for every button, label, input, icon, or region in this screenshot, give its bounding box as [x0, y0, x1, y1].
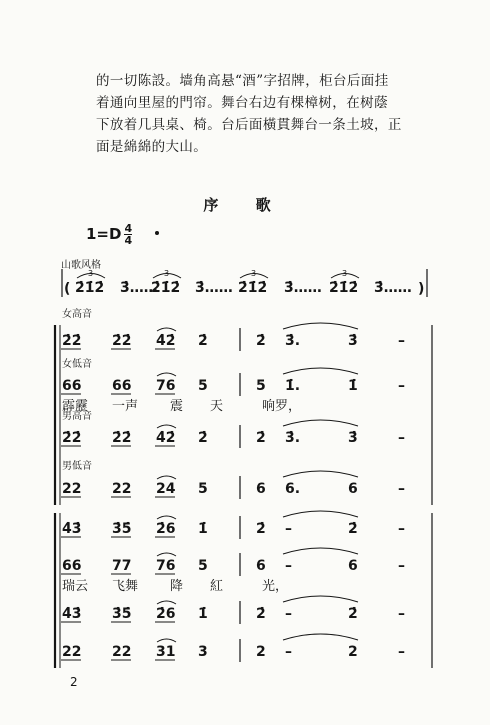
note: 6: [348, 558, 358, 574]
note: 6.: [285, 481, 301, 497]
note-slur: [157, 425, 176, 428]
lyric-text: 霹靂: [62, 399, 89, 414]
lyric-text: 紅: [210, 579, 224, 594]
style-label: 山歌风格: [61, 260, 101, 271]
part-label: 男低音: [62, 461, 92, 472]
intro-note: 3̇……: [284, 280, 322, 296]
note: 76: [156, 378, 176, 394]
prose-line: 着通向里屋的門帘。舞台右边有棵樟树，在树蔭: [96, 95, 388, 111]
part-label: 女低音: [62, 359, 92, 370]
note: 5: [198, 481, 208, 497]
intro-note: 2̇1̇2̇: [151, 280, 181, 296]
note: 2̇: [256, 521, 266, 537]
note: 5: [256, 378, 266, 394]
note: 76: [156, 558, 176, 574]
lyric-text: 天: [210, 399, 224, 414]
intro-paren: ): [418, 281, 425, 297]
note-slur: [157, 601, 176, 604]
note: 22: [112, 481, 132, 497]
note: 2̇6: [156, 606, 176, 622]
tie-slur: [283, 368, 358, 374]
note: –: [398, 430, 405, 446]
note: 77: [112, 558, 132, 574]
note: 22: [62, 644, 82, 660]
note: 2̇: [256, 606, 266, 622]
intro-note: 3̇……: [120, 280, 158, 296]
note: 1̇: [348, 378, 358, 394]
note: 6: [348, 481, 358, 497]
note: 5: [198, 558, 208, 574]
note: 3̇5̇: [112, 521, 132, 537]
note: 2̇2̇: [62, 430, 82, 446]
note: 5: [198, 378, 208, 394]
tie-slur: [283, 323, 358, 329]
prose-line: 的一切陈設。墙角高悬“酒”字招牌，柜台后面挂: [96, 73, 389, 89]
part-label: 女高音: [62, 309, 92, 320]
note: 2̇2̇: [62, 333, 82, 349]
note: –: [398, 558, 405, 574]
intro-note: 2̇1̇2̇: [75, 280, 105, 296]
time-numerator: 4: [124, 222, 133, 235]
note: 66: [112, 378, 132, 394]
tie-slur: [283, 420, 358, 426]
triplet-mark: 3: [88, 269, 94, 278]
note: 3̇5̇: [112, 606, 132, 622]
lyric-text: 瑞云: [62, 579, 89, 594]
note: –: [398, 481, 405, 497]
note: 2̇2̇: [112, 430, 132, 446]
lyric-text: 震: [170, 399, 184, 414]
note: 2̇2̇: [112, 333, 132, 349]
note: –: [398, 378, 405, 394]
tie-slur: [283, 511, 358, 517]
note-slur: [157, 639, 176, 642]
tie-slur: [283, 471, 358, 477]
note: 3̇.: [285, 333, 301, 349]
lyric-text: 一声: [112, 399, 139, 414]
note: 6: [256, 481, 266, 497]
intro-note: 3̇……: [195, 280, 233, 296]
note: 2̇: [348, 606, 358, 622]
note: 2̇: [198, 333, 208, 349]
note: –: [398, 521, 405, 537]
note: 66: [62, 558, 82, 574]
prose-line: 下放着几具桌、椅。台后面橫貫舞台一条土坡，正: [96, 117, 402, 133]
note-slur: [157, 516, 176, 519]
intro-paren: (: [64, 281, 71, 297]
note: 2̇: [256, 430, 266, 446]
note: 1̇.: [285, 378, 301, 394]
note-slur: [157, 553, 176, 556]
note: 4̇2̇: [156, 333, 176, 349]
page-number: 2: [70, 675, 78, 689]
note: –: [398, 606, 405, 622]
note: 24: [156, 481, 176, 497]
note: 2̇: [348, 521, 358, 537]
note-slur: [157, 373, 176, 376]
lyric-text: 飞舞: [112, 579, 139, 594]
triplet-mark: 3: [251, 269, 257, 278]
triplet-mark: 3: [164, 269, 170, 278]
note-slur: [157, 328, 176, 331]
note: 2: [256, 644, 266, 660]
note: 22: [62, 481, 82, 497]
note: 31: [156, 644, 176, 660]
time-denominator: 4: [124, 234, 133, 247]
lyric-text: 降: [170, 579, 184, 594]
note: 22: [112, 644, 132, 660]
note: 1̇: [198, 521, 208, 537]
part-label: 男高音: [62, 411, 92, 422]
note: –: [285, 521, 292, 537]
note: 4̇3̇: [62, 521, 82, 537]
note: 2̇: [256, 333, 266, 349]
note: 4̇3̇: [62, 606, 82, 622]
key-label: 1=D: [86, 225, 122, 243]
note: 66: [62, 378, 82, 394]
tie-slur: [283, 634, 358, 640]
tie-slur: [283, 596, 358, 602]
note: –: [398, 333, 405, 349]
note: 4̇2̇: [156, 430, 176, 446]
lyric-text: 响罗，: [262, 399, 302, 414]
note: 2̇: [198, 430, 208, 446]
tie-slur: [283, 548, 358, 554]
lyric-text: 光，: [262, 579, 289, 594]
note: 3̇.: [285, 430, 301, 446]
intro-note: 3̇……: [374, 280, 412, 296]
prose-line: 面是綿綿的大山。: [96, 139, 208, 155]
note: 2: [348, 644, 358, 660]
note-slur: [157, 476, 176, 479]
note: –: [285, 558, 292, 574]
intro-note: 2̇1̇2̇: [329, 280, 359, 296]
note: –: [285, 606, 292, 622]
song-title: 序 歌: [203, 196, 287, 214]
note: 1̇: [198, 606, 208, 622]
note: 3: [198, 644, 208, 660]
note: 3̇: [348, 333, 358, 349]
triplet-mark: 3: [342, 269, 348, 278]
note: –: [285, 644, 292, 660]
intro-note: 2̇1̇2̇: [238, 280, 268, 296]
note: –: [398, 644, 405, 660]
note: 3̇: [348, 430, 358, 446]
note: 2̇6: [156, 521, 176, 537]
note: 6: [256, 558, 266, 574]
